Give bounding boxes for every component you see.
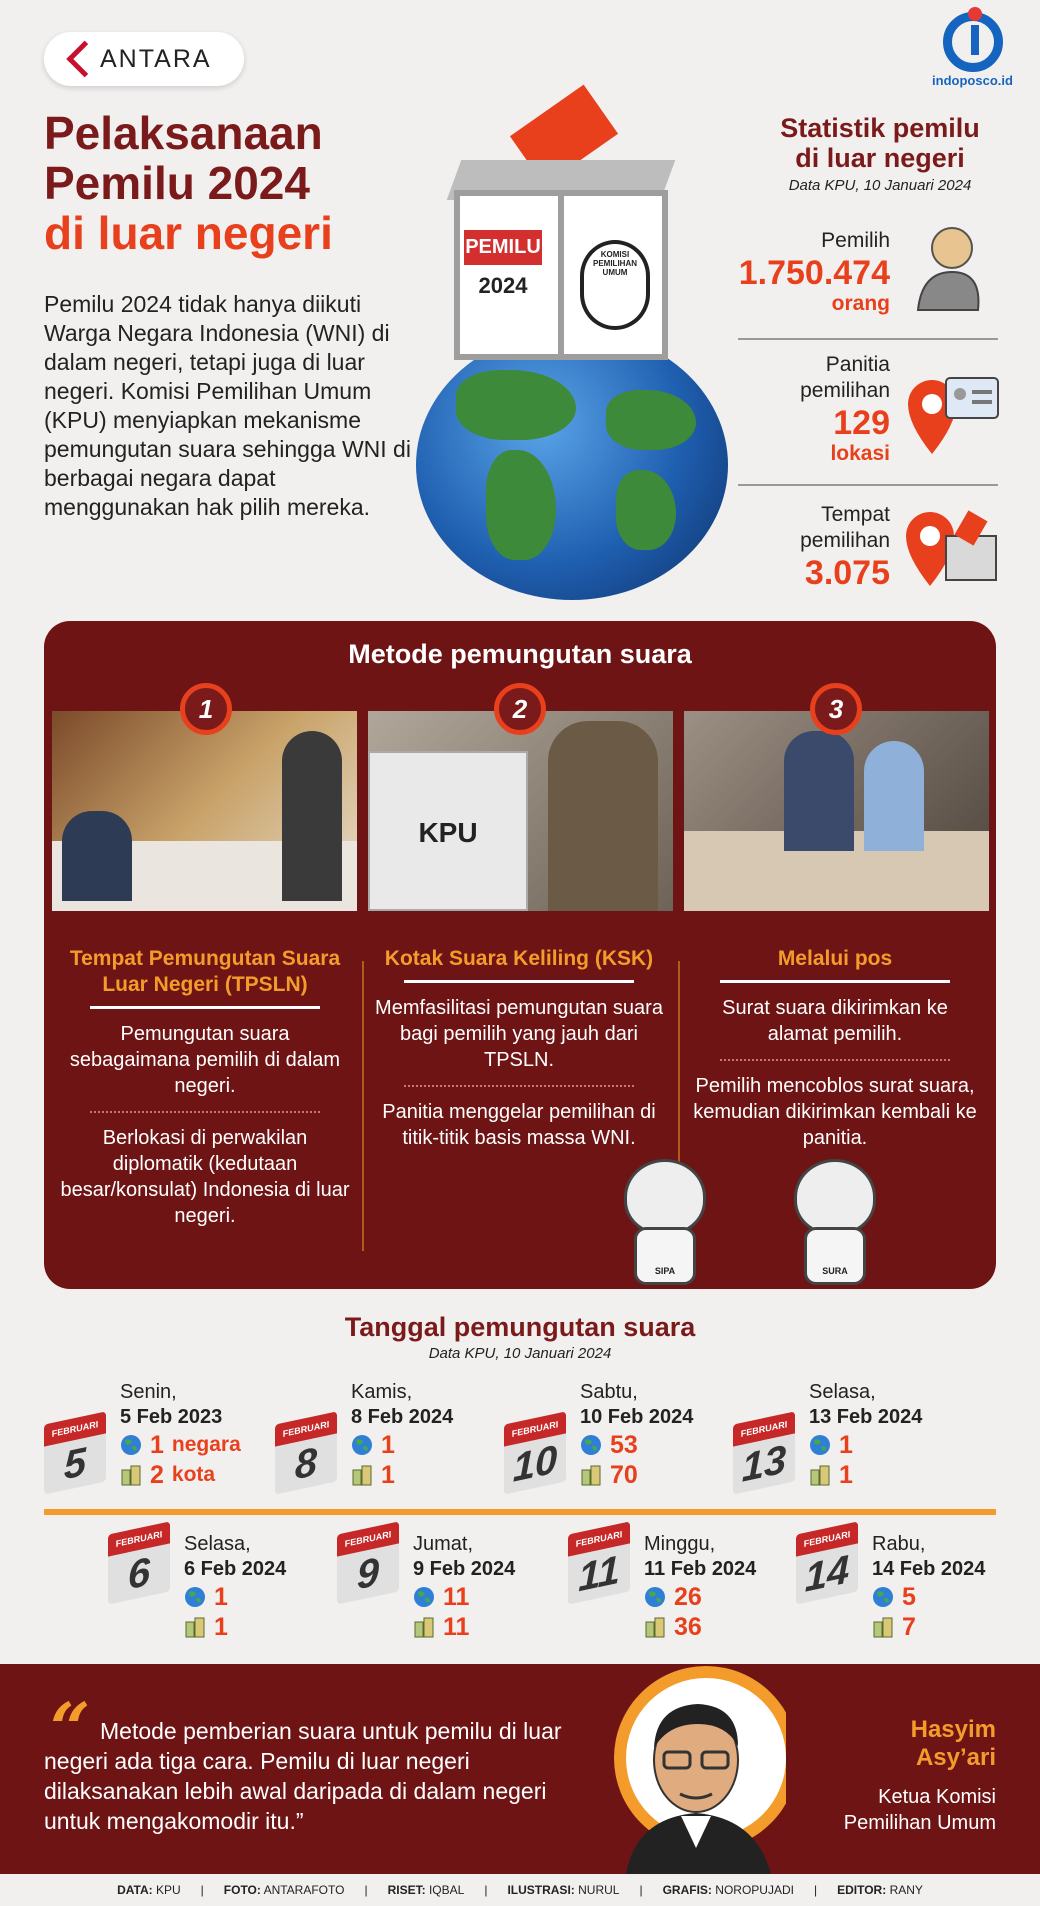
mascot-sura: SURA (774, 1159, 894, 1289)
calendar-icon: FEBRUARI 10 (504, 1411, 566, 1494)
calendar-icon: FEBRUARI 6 (108, 1521, 170, 1604)
date-entry: Minggu, 11 Feb 2024 26 36 (644, 1533, 757, 1641)
calendar-icon: FEBRUARI 8 (275, 1411, 337, 1494)
photo-tpsln (52, 711, 357, 911)
method-number-2: 2 (494, 683, 546, 735)
calendar-icon: FEBRUARI 13 (733, 1411, 795, 1494)
city-icon (809, 1464, 831, 1486)
method-post: Melalui pos Surat suara dikirimkan ke alamat pemilih. Pemilih mencoblos surat suara, kemudian dikirimkan kembali ke panitia. (693, 947, 977, 1149)
method-number-1: 1 (180, 683, 232, 735)
calendar-icon: FEBRUARI 11 (568, 1521, 630, 1604)
city-icon (872, 1616, 894, 1638)
globe-icon (413, 1586, 435, 1608)
credit-item: EDITOR: RANY (837, 1883, 923, 1897)
stats-header: Statistik pemilu di luar negeri Data KPU, 10 Januari 2024 (780, 113, 980, 194)
speaker-role: Ketua Komisi Pemilihan Umum (843, 1786, 996, 1834)
date-entry: Senin, 5 Feb 2023 1 negara 2 kota (120, 1381, 241, 1489)
date-entry: Rabu, 14 Feb 2024 5 7 (872, 1533, 986, 1641)
methods-panel: Metode pemungutan suara KPU 1 2 3 Tempat Pemungutan Suara Luar Negeri (TPSLN) Pemungutan suara sebagaimana pemilih di dalam negeri. Berlokasi di perwakilan diplomatik (kedutaan besar/konsulat) Indonesia di luar negeri. Kotak Suara Keliling (KSK) Memfasilitasi pemungutan suara bagi pemilih yang jauh dari TPSLN. Panitia menggelar pemilihan di titik-titik basis massa WNI. Melalui pos Surat suara dikirimkan ke alamat pemilih. Pemilih mencoblos surat suara, kemudian dikirimkan kembali ke panitia. SIPA SURA (44, 621, 996, 1289)
committee-location-icon (902, 370, 1002, 460)
photo-post (684, 711, 989, 911)
credit-item: ILUSTRASI: NURUL (507, 1883, 620, 1897)
city-icon (580, 1464, 602, 1486)
speaker-name: Hasyim Asy’ari (910, 1716, 996, 1771)
timeline-line (44, 1509, 996, 1515)
antara-mark-icon (66, 41, 103, 78)
date-entry: Sabtu, 10 Feb 2024 53 70 (580, 1381, 694, 1489)
quote-mark-icon: “ (50, 1687, 91, 1770)
quote-section (0, 1664, 1040, 1874)
globe-icon (644, 1586, 666, 1608)
globe-icon (872, 1586, 894, 1608)
globe-icon (120, 1434, 142, 1456)
mascot-sipa: SIPA (604, 1159, 724, 1289)
credit-item: RISET: IQBAL (387, 1883, 465, 1897)
date-entry: Jumat, 9 Feb 2024 11 11 (413, 1533, 516, 1641)
stat-voters: Pemilih 1.750.474 orang (738, 229, 890, 315)
divider (738, 484, 998, 486)
date-entry: Selasa, 6 Feb 2024 1 1 (184, 1533, 287, 1641)
globe-icon (809, 1434, 831, 1456)
photo-ksk: KPU (368, 711, 673, 911)
credit-item: DATA: KPU (117, 1883, 181, 1897)
stat-polling-places: Tempat pemilihan 3.075 (800, 503, 890, 592)
globe-illustration (416, 330, 728, 600)
ballot-box-illustration: PEMILU 2024 KOMISI PEMILIHAN UMUM (454, 160, 674, 360)
calendar-icon: FEBRUARI 14 (796, 1521, 858, 1604)
city-icon (351, 1464, 373, 1486)
credit-item: FOTO: ANTARAFOTO (223, 1883, 345, 1897)
indoposco-mark-icon (943, 12, 1003, 72)
city-icon (644, 1616, 666, 1638)
antara-logo: ANTARA (44, 32, 244, 86)
column-divider (362, 961, 364, 1251)
calendar-icon: FEBRUARI 5 (44, 1411, 106, 1494)
city-icon (120, 1464, 142, 1486)
kpu-seal-icon: KOMISI PEMILIHAN UMUM (580, 240, 650, 330)
voter-icon (912, 224, 984, 314)
method-ksk: Kotak Suara Keliling (KSK) Memfasilitasi pemungutan suara bagi pemilih yang jauh dari TPSLN. Panitia menggelar pemilihan di titik-titik basis massa WNI. (375, 947, 663, 1149)
divider (738, 338, 998, 340)
date-entry: Kamis, 8 Feb 2024 1 1 (351, 1381, 454, 1489)
polling-place-icon (900, 506, 1000, 590)
credit-item: GRAFIS: NOROPUJADI (662, 1883, 794, 1897)
dates-header: Tanggal pemungutan suara Data KPU, 10 Januari 2024 (344, 1312, 696, 1362)
quote-text: Metode pemberian suara untuk pemilu di luar negeri ada tiga cara. Pemilu di luar negeri dilaksanakan lebih awal daripada di dalam negeri untuk mengakomodir itu.” (44, 1718, 562, 1834)
indoposco-logo: indoposco.id (925, 12, 1020, 98)
method-number-3: 3 (810, 683, 862, 735)
city-icon (184, 1616, 206, 1638)
city-icon (413, 1616, 435, 1638)
intro-text: Pemilu 2024 tidak hanya diikuti Warga Negara Indonesia (WNI) di dalam negeri, tetapi juga di luar negeri. Komisi Pemilihan Umum (KPU) menyiapkan mekanisme pemungutan suara sehingga WNI di berbagai negara dapat menggunakan hak pilih mereka. (44, 291, 411, 520)
stat-committee: Panitia pemilihan 129 lokasi (800, 353, 890, 465)
globe-icon (184, 1586, 206, 1608)
date-entry: Selasa, 13 Feb 2024 1 1 (809, 1381, 923, 1489)
page-title: Pelaksanaan Pemilu 2024 di luar negeri (44, 107, 333, 259)
credits-bar: DATA: KPU | FOTO: ANTARAFOTO | RISET: IQBAL | ILUSTRASI: NURUL | GRAFIS: NOROPUJADI | EDITOR: RANY (0, 1874, 1040, 1906)
method-tpsln: Tempat Pemungutan Suara Luar Negeri (TPSLN) Pemungutan suara sebagaimana pemilih di dalam negeri. Berlokasi di perwakilan diplomatik (kedutaan besar/konsulat) Indonesia di luar negeri. (60, 947, 350, 1227)
calendar-icon: FEBRUARI 9 (337, 1521, 399, 1604)
speaker-portrait (606, 1648, 786, 1874)
globe-icon (580, 1434, 602, 1456)
globe-icon (351, 1434, 373, 1456)
